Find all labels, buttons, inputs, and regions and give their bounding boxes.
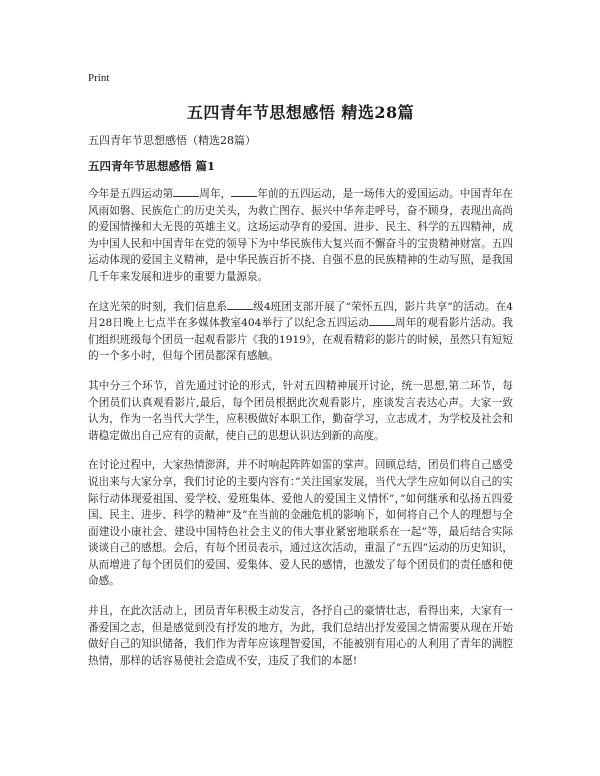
paragraph-2 xyxy=(88,299,513,365)
paragraph-5: 并且，在此次活动上，团员青年积极主动发言，各抒自己的豪情壮志，看得出来，大家有一番爱国之志，但是感觉到没有抒发的地方，为此，我们总结出抒发爱国之情需要从现在开始做好自己的知识储备，我们作为青年应该理智爱国，不能被别有用心的人利用了青年的满腔热情，那样的话容易使社会造成不安，违反了我们的本愿! xyxy=(88,605,513,667)
blank-line xyxy=(173,186,199,197)
section-heading: 五四青年节思想感悟 篇1 xyxy=(88,159,216,173)
document-title: 五四青年节思想感悟 精选28篇 xyxy=(186,103,415,122)
paragraph-3: 其中分三个环节，首先通过讨论的形式，针对五四精神展开讨论，统一思想,第二环节，每个团员们认真观看影片,最后，每个团员根据此次观看影片，座谈发言表达心声。大家一致认为，作为一名当代大学生，应积极做好本职工作，勤奋学习，立志成才，为学校及社会和谐稳定做出自己应有的贡献，使自己的思想认识达到新的高度。 xyxy=(88,379,513,442)
paragraph-4: 在讨论过程中，大家热情澎湃，并不时响起阵阵如雷的掌声。回顾总结，团员们将自己感受说出来与大家分享，我们讨论的主要内容有：”关注国家发展，当代大学生应如何以自己的实际行动体现爱祖国、爱学校、爱班集体、爱他人的爱国主义情怀”，”如何继承和弘扬五四爱国、民主、进步、科学的精神”及”在当前的金融危机的影响下，如何将自己个人的理想与全面建设小康社会、建设中国特色社会主义的伟大事业紧密地联系在一起”等，最后结合实际谈谈自己的感想。会后，有每个团员表示，通过这次活动，重温了”五四”运动的历史知识，从而增进了每个团员们的爱国、爱集体、爱人民的感情，也激发了每个团员们的责任感和使命感。 xyxy=(88,459,513,588)
article-body xyxy=(88,186,513,682)
paragraph-1-part-c: 年前的五四运动，是一场伟大的爱国运动。中国青年在风雨如磐、民族危亡的历史关头，为救亡图存、振兴中华奔走呼号，奋不顾身，表现出高尚的爱国情操和大无畏的英雄主义。这场运动孕育的爱国、进步、民主、科学的五四精神，成为中国人民和中国青年在党的领导下为中华民族伟大复兴而不懈奋斗的宝贵精神财富。五四运动体现的爱国主义精神，是中华民族百折不挠、自强不息的民族精神的生动写照，是我国几千年来发展和进步的重要力量源泉。 xyxy=(88,188,514,283)
paragraph-1 xyxy=(88,186,513,286)
paragraph-2-part-a: 在这光荣的时刻，我们信息系 xyxy=(88,300,228,313)
blank-line xyxy=(227,299,253,310)
paragraph-1-part-b: 周年， xyxy=(199,188,232,200)
print-link[interactable]: Print xyxy=(88,72,110,84)
document-subtitle: 五四青年节思想感悟（精选28篇） xyxy=(88,134,256,147)
paragraph-1-part-a: 今年是五四运动第 xyxy=(88,188,174,200)
paragraph-2-part-c: 周年的观看影片活动。我们组织班级每个团员一起观看影片《我的1919》，在观看精彩的影片的时候，虽然只有短短的一个多小时，但每个团员都深有感触。 xyxy=(88,317,513,363)
paragraph-2-part-b: 级4班团支部开展了“荣怀五四，影片共享”的活动。在4月28日晚上七点半在多媒体教室404举行了以纪念五四运动 xyxy=(88,300,514,330)
blank-line xyxy=(369,315,395,326)
blank-line xyxy=(231,186,257,197)
